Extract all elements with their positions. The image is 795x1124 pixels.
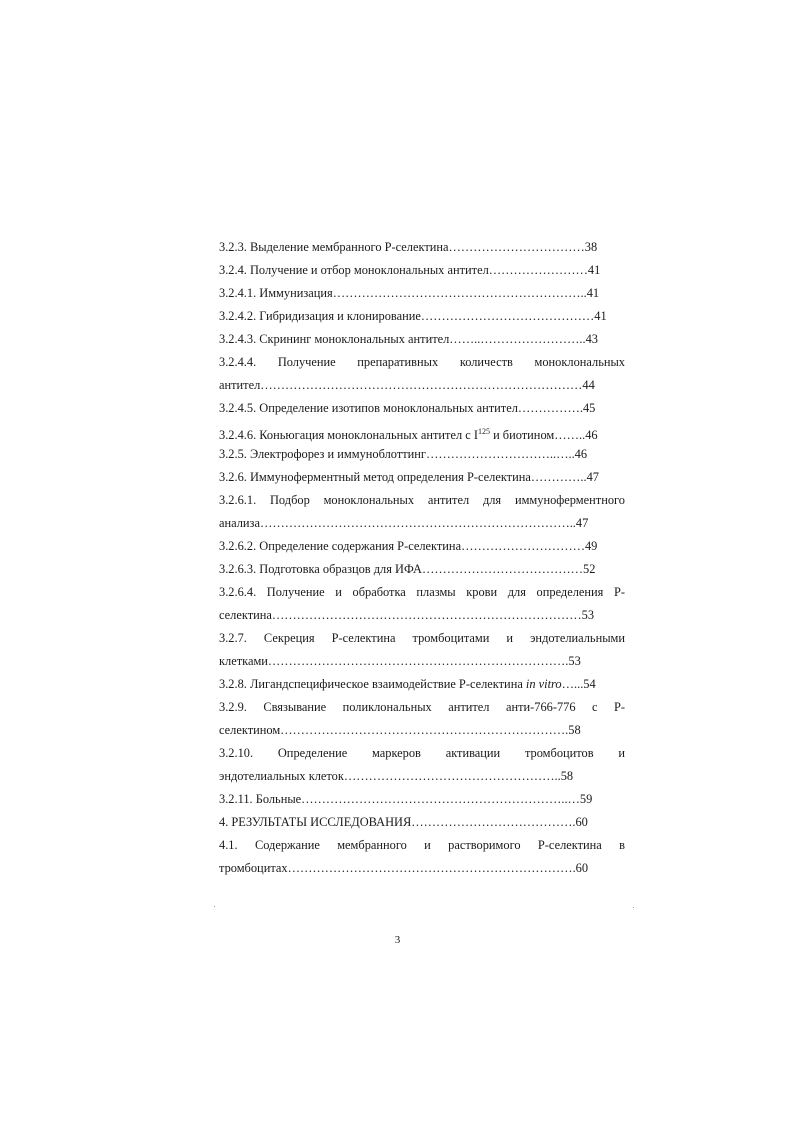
table-of-contents — [219, 236, 625, 880]
toc-entry-3-2-8 — [219, 673, 625, 696]
toc-entry-3-2-6-1: 3.2.6.1. Подбор моноклональных антител для иммуноферментного — [219, 493, 625, 507]
toc-entry-3-2-6-2: 3.2.6.2. Определение содержания Р-селектина…………………………49 — [219, 539, 598, 553]
toc-entry-3-2-7-cont: клетками……………………………………………………………….53 — [219, 654, 581, 668]
toc-entry-3-2-4-6-text: 3.2.4.6. Коньюгация моноклональных антител с I — [219, 428, 478, 442]
toc-entry-4-1-cont: тромбоцитах…………………………………………………………….60 — [219, 861, 589, 875]
toc-entry-3-2-4-1: 3.2.4.1. Иммунизация……………………………………………………..41 — [219, 286, 600, 300]
toc-entry-3-2-11: 3.2.11. Больные………………………………………………………..…59 — [219, 792, 593, 806]
toc-entry-3-2-4-6 — [219, 420, 625, 443]
superscript-isotope: 125 — [477, 427, 490, 436]
toc-entry-3-2-8-italic: in vitro — [525, 677, 562, 691]
toc-entry-3-2-4-4: 3.2.4.4. Получение препаративных количеств моноклональных — [219, 355, 625, 369]
toc-entry-3-2-6-1-cont: анализа…………………………………………………………………..47 — [219, 516, 589, 530]
toc-entry-3-2-6: 3.2.6. Иммуноферментный метод определения Р-селектина…………..47 — [219, 470, 600, 484]
toc-entry-3-2-3: 3.2.3. Выделение мембранного Р-селектина……………………………38 — [219, 240, 598, 254]
scan-speck — [633, 907, 634, 908]
toc-entry-3-2-4-2: 3.2.4.2. Гибридизация и клонирование……………………………………41 — [219, 309, 607, 323]
toc-entry-3-2-6-3: 3.2.6.3. Подготовка образцов для ИФА…………………………………52 — [219, 562, 596, 576]
toc-entry-3-2-6-4: 3.2.6.4. Получение и обработка плазмы крови для определения Р- — [219, 585, 625, 599]
toc-entry-3-2-8-text: 3.2.8. Лигандспецифическое взаимодействие Р-селектина — [219, 677, 526, 691]
toc-entry-3-2-9-cont: селектином…………………………………………………………….58 — [219, 723, 581, 737]
toc-entry-3-2-4: 3.2.4. Получение и отбор моноклональных антител……………………41 — [219, 263, 601, 277]
toc-entry-3-2-5: 3.2.5. Электрофорез и иммуноблоттинг…………………………..…..46 — [219, 447, 588, 461]
toc-entry-3-2-10: 3.2.10. Определение маркеров активации тромбоцитов и — [219, 746, 625, 760]
toc-entry-3-2-4-3: 3.2.4.3. Скрининг моноклональных антител……..……………………..43 — [219, 332, 598, 346]
toc-entry-3-2-4-6-tail: и биотином……..46 — [489, 428, 598, 442]
toc-entry-3-2-6-4-cont: селектина…………………………………………………………………53 — [219, 608, 595, 622]
toc-entry-4-1: 4.1. Содержание мембранного и растворимого Р-селектина в — [219, 838, 625, 852]
toc-entry-3-2-7: 3.2.7. Секреция Р-селектина тромбоцитами и эндотелиальными — [219, 631, 625, 645]
page-number: 3 — [394, 934, 401, 946]
toc-entry-4: 4. РЕЗУЛЬТАТЫ ИССЛЕДОВАНИЯ………………………………….60 — [219, 815, 588, 829]
toc-entry-3-2-4-4-cont: антител……………………………………………………………………44 — [219, 378, 595, 392]
toc-entry-3-2-9: 3.2.9. Связывание поликлональных антител анти-766-776 с Р- — [219, 700, 625, 714]
toc-entry-3-2-10-cont: эндотелиальных клеток……………………………………………..58 — [219, 769, 574, 783]
toc-entry-3-2-4-5: 3.2.4.5. Определение изотипов моноклональных антител…………….45 — [219, 401, 596, 415]
toc-entry-3-2-8-tail: …...54 — [561, 677, 596, 691]
scan-speck — [214, 906, 215, 907]
